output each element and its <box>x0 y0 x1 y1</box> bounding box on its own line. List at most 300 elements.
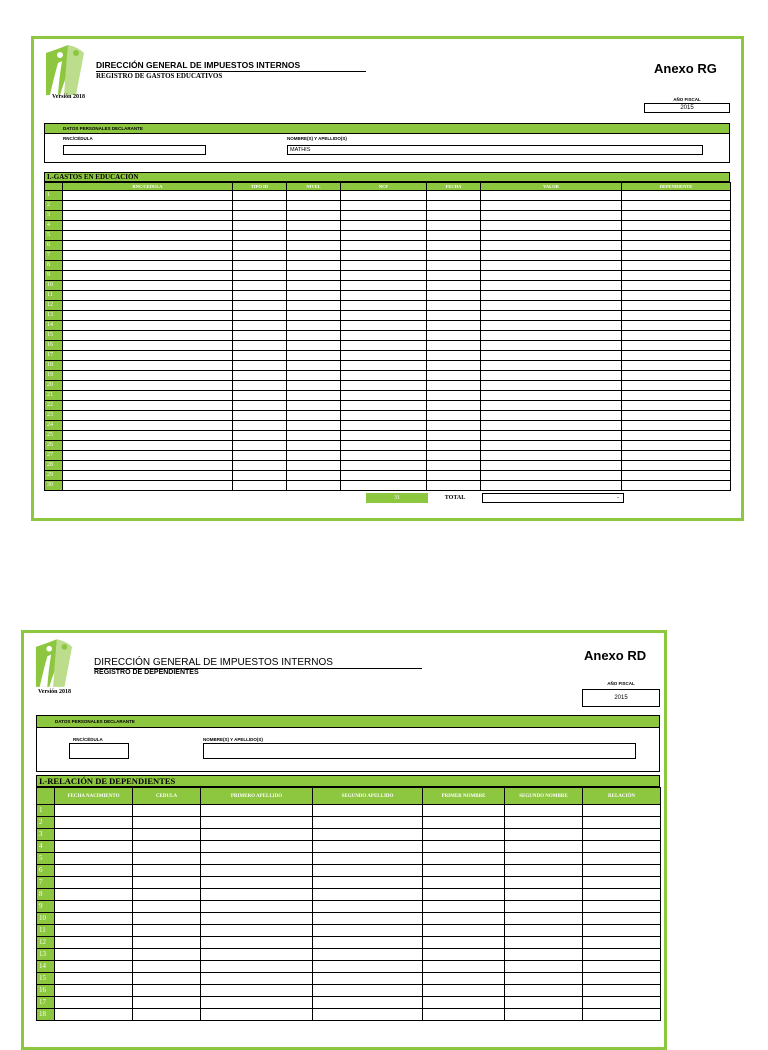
table-cell[interactable] <box>233 341 287 351</box>
table-cell[interactable] <box>505 865 583 877</box>
table-cell[interactable] <box>55 829 133 841</box>
table-cell[interactable] <box>133 805 201 817</box>
fiscal-year-field[interactable]: 2015 <box>582 689 660 707</box>
table-cell[interactable] <box>481 361 622 371</box>
table-cell[interactable] <box>481 451 622 461</box>
table-cell[interactable] <box>423 901 505 913</box>
table-cell[interactable] <box>133 817 201 829</box>
table-cell[interactable] <box>622 241 731 251</box>
table-cell[interactable] <box>622 371 731 381</box>
table-cell[interactable] <box>341 411 427 421</box>
table-cell[interactable] <box>55 877 133 889</box>
table-cell[interactable] <box>233 271 287 281</box>
table-cell[interactable] <box>287 321 341 331</box>
table-cell[interactable] <box>583 985 661 997</box>
table-cell[interactable] <box>423 997 505 1009</box>
table-cell[interactable] <box>341 461 427 471</box>
table-cell[interactable] <box>481 331 622 341</box>
table-cell[interactable] <box>287 471 341 481</box>
table-cell[interactable] <box>55 949 133 961</box>
table-cell[interactable] <box>427 401 481 411</box>
table-cell[interactable] <box>233 191 287 201</box>
table-cell[interactable] <box>287 371 341 381</box>
table-cell[interactable] <box>423 817 505 829</box>
table-cell[interactable] <box>505 949 583 961</box>
table-cell[interactable] <box>287 341 341 351</box>
table-cell[interactable] <box>133 1009 201 1021</box>
table-cell[interactable] <box>287 241 341 251</box>
table-cell[interactable] <box>622 191 731 201</box>
table-cell[interactable] <box>63 351 233 361</box>
table-cell[interactable] <box>233 401 287 411</box>
table-cell[interactable] <box>341 261 427 271</box>
table-cell[interactable] <box>287 281 341 291</box>
table-cell[interactable] <box>63 221 233 231</box>
table-cell[interactable] <box>427 451 481 461</box>
table-cell[interactable] <box>201 1009 313 1021</box>
table-cell[interactable] <box>201 925 313 937</box>
table-cell[interactable] <box>481 241 622 251</box>
table-cell[interactable] <box>427 391 481 401</box>
table-cell[interactable] <box>233 231 287 241</box>
table-cell[interactable] <box>622 211 731 221</box>
table-cell[interactable] <box>583 853 661 865</box>
table-cell[interactable] <box>341 381 427 391</box>
table-cell[interactable] <box>55 817 133 829</box>
table-cell[interactable] <box>55 865 133 877</box>
table-cell[interactable] <box>201 913 313 925</box>
table-cell[interactable] <box>583 805 661 817</box>
table-cell[interactable] <box>341 391 427 401</box>
table-cell[interactable] <box>341 421 427 431</box>
table-cell[interactable] <box>427 471 481 481</box>
table-cell[interactable] <box>63 371 233 381</box>
table-cell[interactable] <box>583 925 661 937</box>
table-cell[interactable] <box>427 311 481 321</box>
table-cell[interactable] <box>622 471 731 481</box>
table-cell[interactable] <box>481 441 622 451</box>
table-cell[interactable] <box>287 331 341 341</box>
table-cell[interactable] <box>233 431 287 441</box>
table-cell[interactable] <box>427 321 481 331</box>
table-cell[interactable] <box>622 231 731 241</box>
table-cell[interactable] <box>583 913 661 925</box>
table-cell[interactable] <box>423 961 505 973</box>
table-cell[interactable] <box>55 805 133 817</box>
table-cell[interactable] <box>481 381 622 391</box>
table-cell[interactable] <box>341 351 427 361</box>
table-cell[interactable] <box>341 291 427 301</box>
table-cell[interactable] <box>233 291 287 301</box>
table-cell[interactable] <box>341 481 427 491</box>
table-cell[interactable] <box>201 841 313 853</box>
table-cell[interactable] <box>233 421 287 431</box>
table-cell[interactable] <box>63 431 233 441</box>
table-cell[interactable] <box>583 973 661 985</box>
table-cell[interactable] <box>505 829 583 841</box>
table-cell[interactable] <box>233 351 287 361</box>
table-cell[interactable] <box>233 391 287 401</box>
table-cell[interactable] <box>505 841 583 853</box>
table-cell[interactable] <box>481 481 622 491</box>
table-cell[interactable] <box>55 973 133 985</box>
table-cell[interactable] <box>505 889 583 901</box>
table-cell[interactable] <box>622 251 731 261</box>
table-cell[interactable] <box>481 291 622 301</box>
table-cell[interactable] <box>313 937 423 949</box>
table-cell[interactable] <box>201 865 313 877</box>
table-cell[interactable] <box>133 829 201 841</box>
table-cell[interactable] <box>481 261 622 271</box>
table-cell[interactable] <box>427 411 481 421</box>
table-cell[interactable] <box>313 961 423 973</box>
table-cell[interactable] <box>481 471 622 481</box>
table-cell[interactable] <box>481 311 622 321</box>
table-cell[interactable] <box>622 261 731 271</box>
fiscal-year-field[interactable]: 2015 <box>644 103 730 113</box>
table-cell[interactable] <box>201 973 313 985</box>
table-cell[interactable] <box>427 281 481 291</box>
table-cell[interactable] <box>63 391 233 401</box>
table-cell[interactable] <box>427 201 481 211</box>
table-cell[interactable] <box>481 221 622 231</box>
table-cell[interactable] <box>622 351 731 361</box>
table-cell[interactable] <box>341 401 427 411</box>
table-cell[interactable] <box>481 301 622 311</box>
table-cell[interactable] <box>233 211 287 221</box>
table-cell[interactable] <box>622 421 731 431</box>
table-cell[interactable] <box>201 877 313 889</box>
table-cell[interactable] <box>622 291 731 301</box>
table-cell[interactable] <box>55 853 133 865</box>
table-cell[interactable] <box>287 431 341 441</box>
table-cell[interactable] <box>233 451 287 461</box>
table-cell[interactable] <box>313 877 423 889</box>
table-cell[interactable] <box>201 937 313 949</box>
table-cell[interactable] <box>341 231 427 241</box>
table-cell[interactable] <box>201 997 313 1009</box>
table-cell[interactable] <box>313 913 423 925</box>
table-cell[interactable] <box>313 817 423 829</box>
table-cell[interactable] <box>133 889 201 901</box>
table-cell[interactable] <box>287 391 341 401</box>
table-cell[interactable] <box>233 441 287 451</box>
table-cell[interactable] <box>583 841 661 853</box>
table-cell[interactable] <box>622 411 731 421</box>
table-cell[interactable] <box>233 251 287 261</box>
table-cell[interactable] <box>63 261 233 271</box>
table-cell[interactable] <box>427 341 481 351</box>
table-cell[interactable] <box>481 341 622 351</box>
table-cell[interactable] <box>63 291 233 301</box>
table-cell[interactable] <box>341 451 427 461</box>
table-cell[interactable] <box>622 461 731 471</box>
table-cell[interactable] <box>505 937 583 949</box>
table-cell[interactable] <box>622 451 731 461</box>
table-cell[interactable] <box>287 211 341 221</box>
table-cell[interactable] <box>481 321 622 331</box>
table-cell[interactable] <box>63 251 233 261</box>
table-cell[interactable] <box>481 371 622 381</box>
table-cell[interactable] <box>481 251 622 261</box>
table-cell[interactable] <box>201 817 313 829</box>
table-cell[interactable] <box>427 331 481 341</box>
table-cell[interactable] <box>423 985 505 997</box>
table-cell[interactable] <box>287 381 341 391</box>
table-cell[interactable] <box>313 841 423 853</box>
table-cell[interactable] <box>481 401 622 411</box>
table-cell[interactable] <box>287 451 341 461</box>
table-cell[interactable] <box>427 221 481 231</box>
table-cell[interactable] <box>55 913 133 925</box>
table-cell[interactable] <box>313 865 423 877</box>
table-cell[interactable] <box>583 829 661 841</box>
table-cell[interactable] <box>233 281 287 291</box>
table-cell[interactable] <box>233 361 287 371</box>
table-cell[interactable] <box>287 461 341 471</box>
table-cell[interactable] <box>63 471 233 481</box>
table-cell[interactable] <box>583 817 661 829</box>
table-cell[interactable] <box>55 1009 133 1021</box>
table-cell[interactable] <box>622 401 731 411</box>
table-cell[interactable] <box>201 901 313 913</box>
table-cell[interactable] <box>287 201 341 211</box>
table-cell[interactable] <box>287 481 341 491</box>
table-cell[interactable] <box>63 241 233 251</box>
table-cell[interactable] <box>505 997 583 1009</box>
table-cell[interactable] <box>622 321 731 331</box>
table-cell[interactable] <box>583 877 661 889</box>
table-cell[interactable] <box>622 391 731 401</box>
table-cell[interactable] <box>201 961 313 973</box>
name-input[interactable] <box>203 743 636 759</box>
table-cell[interactable] <box>287 191 341 201</box>
table-cell[interactable] <box>233 461 287 471</box>
table-cell[interactable] <box>341 241 427 251</box>
table-cell[interactable] <box>287 231 341 241</box>
table-cell[interactable] <box>423 925 505 937</box>
table-cell[interactable] <box>341 311 427 321</box>
table-cell[interactable] <box>622 381 731 391</box>
name-input[interactable]: MATHIS <box>287 145 703 155</box>
table-cell[interactable] <box>427 371 481 381</box>
table-cell[interactable] <box>133 997 201 1009</box>
table-cell[interactable] <box>505 961 583 973</box>
table-cell[interactable] <box>133 949 201 961</box>
table-cell[interactable] <box>583 1009 661 1021</box>
table-cell[interactable] <box>133 985 201 997</box>
table-cell[interactable] <box>313 853 423 865</box>
table-cell[interactable] <box>55 997 133 1009</box>
table-cell[interactable] <box>63 401 233 411</box>
table-cell[interactable] <box>427 441 481 451</box>
table-cell[interactable] <box>481 351 622 361</box>
table-cell[interactable] <box>313 985 423 997</box>
table-cell[interactable] <box>133 973 201 985</box>
table-cell[interactable] <box>622 311 731 321</box>
table-cell[interactable] <box>481 271 622 281</box>
table-cell[interactable] <box>341 281 427 291</box>
table-cell[interactable] <box>622 271 731 281</box>
table-cell[interactable] <box>287 291 341 301</box>
table-cell[interactable] <box>341 361 427 371</box>
table-cell[interactable] <box>233 481 287 491</box>
table-cell[interactable] <box>341 431 427 441</box>
table-cell[interactable] <box>423 853 505 865</box>
table-cell[interactable] <box>201 949 313 961</box>
table-cell[interactable] <box>583 865 661 877</box>
table-cell[interactable] <box>505 877 583 889</box>
table-cell[interactable] <box>287 401 341 411</box>
table-cell[interactable] <box>341 191 427 201</box>
table-cell[interactable] <box>63 301 233 311</box>
table-cell[interactable] <box>622 481 731 491</box>
table-cell[interactable] <box>341 371 427 381</box>
table-cell[interactable] <box>481 421 622 431</box>
table-cell[interactable] <box>233 201 287 211</box>
table-cell[interactable] <box>233 381 287 391</box>
table-cell[interactable] <box>313 805 423 817</box>
table-cell[interactable] <box>481 191 622 201</box>
table-cell[interactable] <box>287 351 341 361</box>
table-cell[interactable] <box>423 877 505 889</box>
table-cell[interactable] <box>341 211 427 221</box>
table-cell[interactable] <box>481 231 622 241</box>
table-cell[interactable] <box>505 973 583 985</box>
table-cell[interactable] <box>63 461 233 471</box>
table-cell[interactable] <box>341 301 427 311</box>
table-cell[interactable] <box>341 271 427 281</box>
table-cell[interactable] <box>622 331 731 341</box>
table-cell[interactable] <box>233 301 287 311</box>
table-cell[interactable] <box>133 937 201 949</box>
table-cell[interactable] <box>313 889 423 901</box>
table-cell[interactable] <box>341 471 427 481</box>
table-cell[interactable] <box>63 311 233 321</box>
table-cell[interactable] <box>63 191 233 201</box>
table-cell[interactable] <box>427 361 481 371</box>
table-cell[interactable] <box>481 201 622 211</box>
table-cell[interactable] <box>622 301 731 311</box>
table-cell[interactable] <box>427 381 481 391</box>
table-cell[interactable] <box>481 431 622 441</box>
table-cell[interactable] <box>341 251 427 261</box>
table-cell[interactable] <box>583 949 661 961</box>
table-cell[interactable] <box>287 441 341 451</box>
table-cell[interactable] <box>427 241 481 251</box>
table-cell[interactable] <box>505 817 583 829</box>
table-cell[interactable] <box>427 211 481 221</box>
table-cell[interactable] <box>287 361 341 371</box>
table-cell[interactable] <box>427 421 481 431</box>
table-cell[interactable] <box>63 411 233 421</box>
table-cell[interactable] <box>622 361 731 371</box>
table-cell[interactable] <box>63 421 233 431</box>
table-cell[interactable] <box>622 201 731 211</box>
table-cell[interactable] <box>423 889 505 901</box>
table-cell[interactable] <box>505 985 583 997</box>
table-cell[interactable] <box>427 431 481 441</box>
rnc-input[interactable] <box>63 145 206 155</box>
table-cell[interactable] <box>341 341 427 351</box>
table-cell[interactable] <box>63 201 233 211</box>
table-cell[interactable] <box>505 853 583 865</box>
table-cell[interactable] <box>287 301 341 311</box>
table-cell[interactable] <box>583 961 661 973</box>
table-cell[interactable] <box>63 231 233 241</box>
table-cell[interactable] <box>313 973 423 985</box>
table-cell[interactable] <box>55 985 133 997</box>
table-cell[interactable] <box>233 311 287 321</box>
table-cell[interactable] <box>423 865 505 877</box>
table-cell[interactable] <box>233 321 287 331</box>
table-cell[interactable] <box>133 877 201 889</box>
table-cell[interactable] <box>233 471 287 481</box>
table-cell[interactable] <box>287 411 341 421</box>
table-cell[interactable] <box>427 261 481 271</box>
table-cell[interactable] <box>63 211 233 221</box>
table-cell[interactable] <box>133 853 201 865</box>
table-cell[interactable] <box>481 281 622 291</box>
table-cell[interactable] <box>201 985 313 997</box>
table-cell[interactable] <box>583 997 661 1009</box>
table-cell[interactable] <box>481 211 622 221</box>
table-cell[interactable] <box>341 201 427 211</box>
table-cell[interactable] <box>233 371 287 381</box>
table-cell[interactable] <box>427 231 481 241</box>
table-cell[interactable] <box>63 441 233 451</box>
rnc-input[interactable] <box>69 743 129 759</box>
table-cell[interactable] <box>622 281 731 291</box>
table-cell[interactable] <box>427 291 481 301</box>
table-cell[interactable] <box>313 1009 423 1021</box>
table-cell[interactable] <box>63 451 233 461</box>
table-cell[interactable] <box>133 961 201 973</box>
table-cell[interactable] <box>287 221 341 231</box>
table-cell[interactable] <box>313 925 423 937</box>
table-cell[interactable] <box>55 925 133 937</box>
table-cell[interactable] <box>622 431 731 441</box>
table-cell[interactable] <box>55 841 133 853</box>
table-cell[interactable] <box>133 841 201 853</box>
table-cell[interactable] <box>423 973 505 985</box>
table-cell[interactable] <box>427 301 481 311</box>
table-cell[interactable] <box>201 889 313 901</box>
table-cell[interactable] <box>423 805 505 817</box>
table-cell[interactable] <box>63 321 233 331</box>
table-cell[interactable] <box>622 441 731 451</box>
table-cell[interactable] <box>287 251 341 261</box>
table-cell[interactable] <box>63 481 233 491</box>
table-cell[interactable] <box>233 241 287 251</box>
table-cell[interactable] <box>287 261 341 271</box>
table-cell[interactable] <box>423 913 505 925</box>
table-cell[interactable] <box>481 461 622 471</box>
table-cell[interactable] <box>423 829 505 841</box>
table-cell[interactable] <box>505 1009 583 1021</box>
table-cell[interactable] <box>201 805 313 817</box>
table-cell[interactable] <box>481 411 622 421</box>
table-cell[interactable] <box>55 889 133 901</box>
table-cell[interactable] <box>505 901 583 913</box>
table-cell[interactable] <box>201 853 313 865</box>
table-cell[interactable] <box>341 221 427 231</box>
table-cell[interactable] <box>423 937 505 949</box>
table-cell[interactable] <box>63 341 233 351</box>
table-cell[interactable] <box>427 251 481 261</box>
table-cell[interactable] <box>133 901 201 913</box>
table-cell[interactable] <box>233 331 287 341</box>
